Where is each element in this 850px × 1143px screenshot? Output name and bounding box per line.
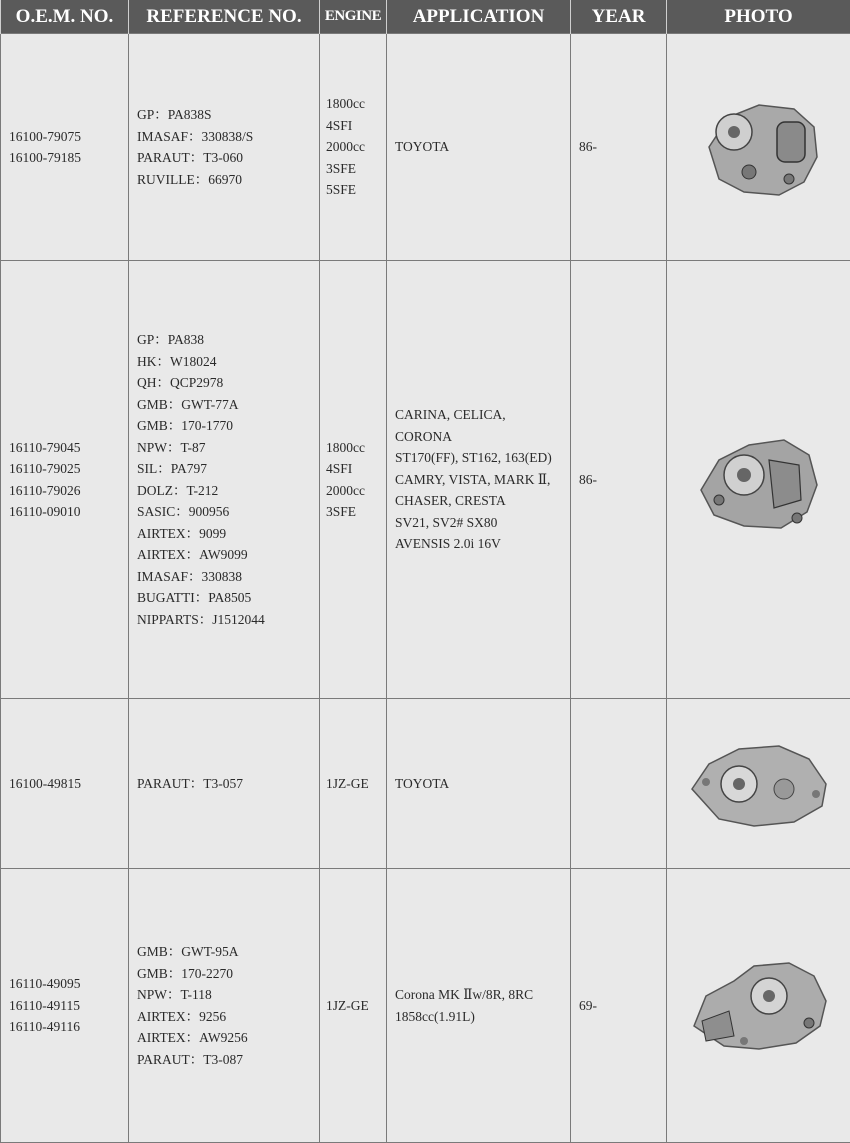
application-text: CORONA (395, 428, 453, 444)
reference-number: SIL：PA797 (137, 461, 208, 476)
header-reference: REFERENCE NO. (129, 0, 320, 34)
application-cell (387, 261, 571, 699)
oem-cell (1, 34, 129, 261)
application-text: TOYOTA (395, 139, 450, 155)
table-row (1, 699, 850, 869)
reference-number: NPW：T-118 (137, 987, 212, 1002)
reference-number: GP：PA838 (137, 332, 205, 347)
header-year: YEAR (571, 0, 667, 34)
oem-number: 16110-49095 (9, 976, 81, 992)
reference-number: IMASAF：330838/S (137, 128, 254, 144)
reference-cell (129, 34, 320, 261)
application-text: CHASER, CRESTA (395, 493, 506, 509)
application-text: TOYOTA (395, 775, 450, 791)
reference-number: DOLZ：T-212 (137, 482, 219, 498)
engine-cell (320, 699, 387, 869)
engine-spec: 3SFE (326, 504, 357, 519)
photo-cell (667, 699, 850, 869)
reference-number: AIRTEX：AW9099 (137, 547, 248, 562)
header-oem: O.E.M. NO. (1, 0, 129, 34)
reference-number: AIRTEX：9256 (137, 1008, 227, 1024)
table-row (1, 261, 850, 699)
year-cell (571, 699, 667, 869)
engine-cell (320, 34, 387, 261)
oem-cell (1, 699, 129, 869)
header-engine: ENGINE (320, 0, 387, 34)
water-pump-photo (684, 951, 834, 1061)
photo-cell (667, 34, 850, 261)
photo-cell (667, 869, 850, 1143)
water-pump-photo (689, 420, 829, 540)
application-cell (387, 34, 571, 261)
oem-number: 16110-79045 (9, 439, 81, 455)
oem-number: 16100-79075 (9, 128, 81, 144)
oem-cell (1, 261, 129, 699)
water-pump-photo (689, 87, 829, 207)
header-application: APPLICATION (387, 0, 571, 34)
engine-spec: 4SFI (326, 461, 353, 476)
engine-cell (320, 869, 387, 1143)
reference-number: QH：QCP2978 (137, 375, 224, 390)
engine-spec: 5SFE (326, 182, 357, 198)
engine-spec: 1JZ-GE (326, 775, 369, 791)
water-pump-photo (684, 734, 834, 834)
application-cell (387, 869, 571, 1143)
reference-number: PARAUT：T3-060 (137, 150, 244, 165)
oem-number: 16110-79025 (9, 461, 81, 476)
application-text: ST170(FF), ST162, 163(ED) (395, 450, 552, 466)
oem-number: 16110-09010 (9, 504, 81, 519)
header-photo: PHOTO (667, 0, 850, 34)
engine-spec: 1800cc (326, 439, 365, 455)
engine-cell (320, 261, 387, 699)
oem-number: 16110-79026 (9, 482, 81, 498)
year-cell: 69- (571, 869, 667, 1143)
reference-number: GMB：GWT-77A (137, 396, 239, 412)
reference-number: BUGATTI：PA8505 (137, 590, 252, 605)
oem-number: 16110-49115 (9, 997, 80, 1013)
reference-number: GMB：170-1770 (137, 418, 234, 433)
oem-number: 16100-49815 (9, 775, 81, 791)
table-row (1, 869, 850, 1143)
header-row (1, 0, 850, 34)
engine-spec: 1800cc (326, 96, 365, 112)
oem-number: 16100-79185 (9, 150, 81, 165)
reference-number: AIRTEX：AW9256 (137, 1030, 248, 1045)
reference-number: PARAUT：T3-087 (137, 1051, 244, 1067)
oem-cell (1, 869, 129, 1143)
reference-number: AIRTEX：9099 (137, 525, 227, 541)
application-text: SV21, SV2# SX80 (395, 514, 498, 530)
application-text: Corona MK Ⅱw/8R, 8RC (395, 987, 534, 1002)
reference-number: PARAUT：T3-057 (137, 775, 244, 791)
oem-number: 16110-49116 (9, 1019, 80, 1035)
reference-number: SASIC：900956 (137, 504, 230, 519)
application-text: CAMRY, VISTA, MARK Ⅱ, (395, 471, 551, 487)
photo-cell (667, 261, 850, 699)
year-cell: 86- (571, 34, 667, 261)
reference-number: GP：PA838S (137, 107, 212, 122)
year-cell: 86- (571, 261, 667, 699)
engine-spec: 1JZ-GE (326, 997, 369, 1013)
engine-spec: 4SFI (326, 117, 353, 133)
reference-number: IMASAF：330838 (137, 568, 243, 584)
reference-cell (129, 261, 320, 699)
engine-spec: 3SFE (326, 160, 357, 176)
reference-number: RUVILLE：66970 (137, 171, 242, 187)
table-row (1, 34, 850, 261)
reference-number: GMB：GWT-95A (137, 944, 239, 959)
reference-number: HK：W18024 (137, 353, 217, 369)
reference-cell (129, 699, 320, 869)
reference-number: NIPPARTS：J1512044 (137, 611, 265, 627)
engine-spec: 2000cc (326, 482, 365, 498)
application-cell (387, 699, 571, 869)
application-text: CARINA, CELICA, (395, 407, 506, 423)
application-text: 1858cc(1.91L) (395, 1008, 475, 1024)
reference-number: GMB：170-2270 (137, 965, 234, 981)
reference-number: NPW：T-87 (137, 439, 206, 455)
application-text: AVENSIS 2.0i 16V (395, 536, 501, 552)
engine-spec: 2000cc (326, 139, 365, 155)
reference-cell (129, 869, 320, 1143)
